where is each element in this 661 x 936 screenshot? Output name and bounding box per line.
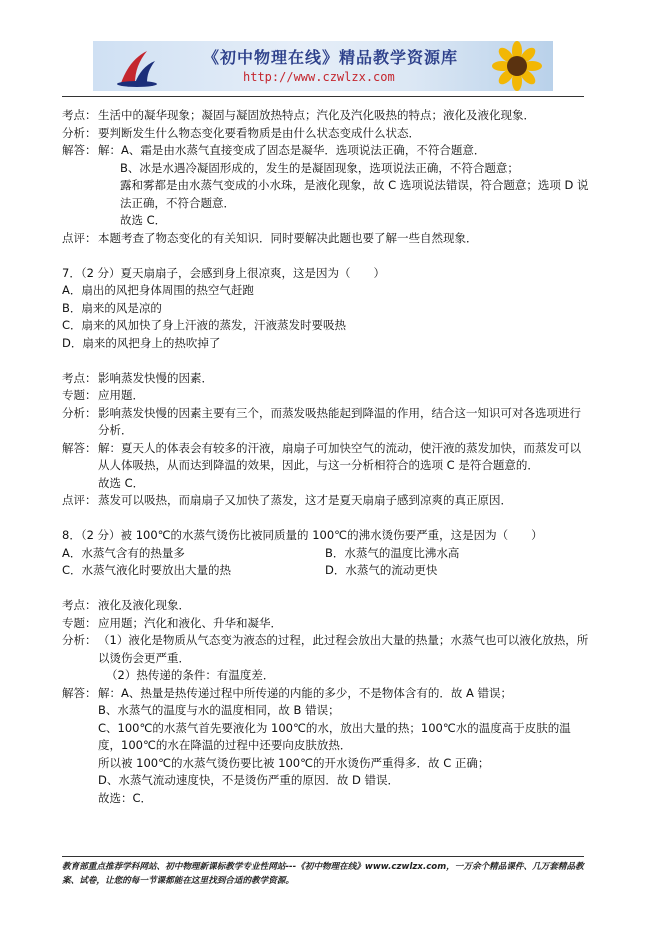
q6-jieda-line: 故选 C． xyxy=(120,213,167,227)
site-logo-icon xyxy=(113,45,161,87)
q8-kaodian: 考点： 液化及液化现象． xyxy=(62,598,190,612)
q6-jieda-line: 露和雾都是由水蒸气变成的小水珠，是液化现象，故 C 选项说法错误，符合题意；选项 D 说法正确，不符合题意． xyxy=(120,178,589,210)
page-footer: 教育部重点推荐学科网站、初中物理新课标教学专业性网站---《初中物理在线》www.czwlzx.com，一万余个精品课件、几万套精品教案、试卷，让您的每一节课都能在这里找到合适的教学资源。 xyxy=(62,862,584,886)
q8-jieda-line: B、水蒸气的温度与水的温度相同，故 B 错误； xyxy=(98,703,340,717)
header-rule xyxy=(62,96,584,97)
q7-jieda: 解答： 解：夏天人的体表会有较多的汗液，扇扇子可加快空气的流动，使汗液的蒸发加快，而蒸发可以从人体吸热，从而达到降温的效果，因此，与这一分析相符合的选项 C 是符合题意的． xyxy=(62,440,581,472)
q8-option-b: B．水蒸气的温度比沸水高 xyxy=(325,545,460,560)
footer-rule xyxy=(62,856,584,857)
q7-stem: 7．（2 分）夏天扇扇子，会感到身上很凉爽，这是因为（ ） xyxy=(62,265,386,280)
q8-option-d: D．水蒸气的流动更快 xyxy=(325,563,438,577)
q7-option-d: D．扇来的风把身上的热吹掉了 xyxy=(62,335,221,350)
q7-kaodian: 考点： 影响蒸发快慢的因素． xyxy=(62,370,213,385)
q8-zhuanti: 专题： 应用题；汽化和液化、升华和凝华． xyxy=(62,615,282,630)
q8-jieda-line: D、水蒸气流动速度快，不是烫伤严重的原因．故 D 错误． xyxy=(98,773,400,787)
q8-jieda-line: 故选：C． xyxy=(98,790,153,805)
q7-jieda-end: 故选 C． xyxy=(98,475,145,490)
q8-jieda-line: C、100℃的水蒸气首先要液化为 100℃的水，放出大量的热；100℃水的温度高于皮肤的温度，100℃的水在降温的过程中还要向皮肤放热． xyxy=(98,720,571,752)
q6-jieda: 解答： 解：A、霜是由水蒸气直接变成了固态是凝华．选项说法正确，不符合题意． xyxy=(62,143,486,157)
q6-dianping: 点评： 本题考查了物态变化的有关知识．同时要解决此题也要了解一些自然现象． xyxy=(62,230,478,245)
q6-fenxi: 分析： 要判断发生什么物态变化要看物质是由什么状态变成什么状态． xyxy=(62,125,420,140)
q8-jieda-line: 所以被 100℃的水蒸气烫伤要比被 100℃的开水烫伤严重得多．故 C 正确； xyxy=(98,755,490,770)
q7-zhuanti: 专题： 应用题． xyxy=(62,388,144,402)
document-body xyxy=(62,107,590,807)
q6-jieda-line: B、冰是水遇冷凝固形成的，发生的是凝固现象，选项说法正确，不符合题意； xyxy=(120,160,519,175)
q8-jieda: 解答： 解：A、热量是热传递过程中所传递的内能的多少，不是物体含有的．故 A 错误； xyxy=(62,685,513,700)
q8-options-row2 xyxy=(62,562,590,580)
banner-title: 《初中物理在线》精品教学资源库 xyxy=(203,48,459,67)
q8-option-a: A．水蒸气含有的热量多 xyxy=(62,545,185,560)
header-banner xyxy=(93,41,553,91)
q8-options-row1 xyxy=(62,545,590,563)
q8-stem: 8．（2 分）被 100℃的水蒸气烫伤比被同质量的 100℃的沸水烫伤要严重，这是因为（ ） xyxy=(62,528,543,542)
q7-option-a: A．扇出的风把身体周围的热空气赶跑 xyxy=(62,283,254,297)
q8-fenxi-2: （2）热传递的条件：有温度差． xyxy=(106,668,275,682)
q7-fenxi: 分析： 影响蒸发快慢的因素主要有三个，而蒸发吸热能起到降温的作用，结合这一知识可对各选项进行分析． xyxy=(62,405,581,437)
q7-option-b: B．扇来的风是凉的 xyxy=(62,300,162,315)
banner-url[interactable]: http://www.czwlzx.com xyxy=(243,70,395,84)
q7-dianping: 点评： 蒸发可以吸热，而扇扇子又加快了蒸发，这才是夏天扇扇子感到凉爽的真正原因． xyxy=(62,493,512,507)
q7-option-c: C．扇来的风加快了身上汗液的蒸发，汗液蒸发时要吸热 xyxy=(62,318,347,332)
q6-kaodian: 考点： 生活中的凝华现象；凝固与凝固放热特点；汽化及汽化吸热的特点；液化及液化现象． xyxy=(62,108,535,122)
q8-option-c: C．水蒸气液化时要放出大量的热 xyxy=(62,563,232,577)
q8-fenxi: 分析： （1）液化是物质从气态变为液态的过程，此过程会放出大量的热量；水蒸气也可以液化放热，所以烫伤会更严重． xyxy=(62,633,589,665)
sunflower-icon xyxy=(487,41,547,91)
